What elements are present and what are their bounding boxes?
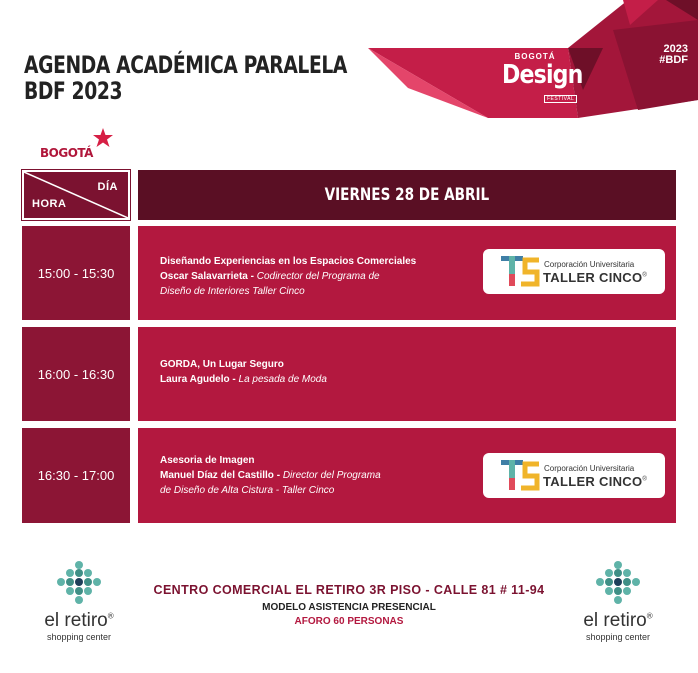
banner-hashtag: #BDF <box>659 54 688 66</box>
event-info <box>160 453 381 498</box>
diagonal-line-icon <box>24 172 128 218</box>
time-label: 15:00 - 15:30 <box>37 265 115 281</box>
event-speaker: Manuel Díaz del Castillo <box>160 470 274 481</box>
banner-design-logo: Design <box>502 60 583 90</box>
retiro-sub: shopping center <box>46 632 112 642</box>
event-separator: - <box>247 271 257 282</box>
retiro-name <box>563 610 673 632</box>
ts-corp-label: Corporación Universitaria <box>544 464 635 473</box>
star-icon <box>92 128 114 148</box>
day-header <box>138 170 676 220</box>
retiro-name <box>24 610 134 632</box>
retiro-reg-mark: ® <box>646 611 653 621</box>
taller-cinco-badge <box>483 249 665 294</box>
event-title: Asesoria de Imagen <box>160 455 255 466</box>
footer-address: CENTRO COMERCIAL EL RETIRO 3R PISO - CALLE 81 # 11-94 <box>153 583 545 597</box>
bogota-city-logo <box>40 128 120 162</box>
event-speaker: Oscar Salavarrieta <box>160 271 248 282</box>
event-role-cont: Diseño de Interiores Taller Cinco <box>160 286 305 297</box>
ts-logo-icon <box>501 256 541 288</box>
banner-festival: FESTIVAL <box>544 95 577 103</box>
event-separator: - <box>273 470 283 481</box>
event-info <box>160 254 416 299</box>
ts-name-text: TALLER CINCO <box>543 474 643 489</box>
retiro-sub: shopping center <box>585 632 651 642</box>
event-cell <box>138 327 676 421</box>
dot-grid-icon <box>42 560 116 612</box>
title-line-2: BDF 2023 <box>24 77 123 105</box>
event-cell <box>138 226 676 320</box>
footer-aforo: AFORO 60 PERSONAS <box>294 616 404 627</box>
retiro-name-text: el retiro <box>44 610 108 631</box>
event-role: Director del Programa <box>282 470 381 481</box>
el-retiro-logo-right <box>563 560 673 650</box>
event-separator: - <box>229 374 239 385</box>
taller-cinco-badge <box>483 453 665 498</box>
event-role: La pesada de Moda <box>238 374 327 385</box>
corner-hour-label: HORA <box>32 198 67 210</box>
time-label: 16:00 - 16:30 <box>37 366 115 382</box>
page-title <box>24 52 347 104</box>
ts-corp-label: Corporación Universitaria <box>544 260 635 269</box>
ts-name-label <box>543 270 647 285</box>
event-cell <box>138 428 676 523</box>
ts-reg-mark: ® <box>642 272 648 279</box>
ts-name-label <box>543 474 647 489</box>
retiro-name-text: el retiro <box>583 610 647 631</box>
ts-name-text: TALLER CINCO <box>543 270 643 285</box>
event-role-cont: de Diseño de Alta Cistura - Taller Cinco <box>160 485 335 496</box>
day-header-label: VIERNES 28 DE ABRIL <box>324 185 490 205</box>
table-corner-cell <box>22 170 130 220</box>
event-role: Codirector del Programa de <box>256 271 380 282</box>
event-title: GORDA, Un Lugar Seguro <box>160 359 284 370</box>
bdf-banner <box>368 0 698 128</box>
time-cell <box>22 226 130 320</box>
corner-day-label: DÍA <box>97 181 118 193</box>
bogota-city-text: BOGOTÁ <box>40 146 93 160</box>
event-title: Diseñando Experiencias en los Espacios Comerciales <box>160 256 417 267</box>
dot-grid-icon <box>581 560 655 612</box>
retiro-reg-mark: ® <box>107 611 114 621</box>
time-cell <box>22 327 130 421</box>
ts-reg-mark: ® <box>642 476 648 483</box>
time-cell <box>22 428 130 523</box>
footer-info <box>140 583 558 627</box>
banner-year: 2023 <box>663 43 688 55</box>
ts-logo-icon <box>501 460 541 492</box>
event-info <box>160 357 327 387</box>
time-label: 16:30 - 17:00 <box>37 468 115 483</box>
el-retiro-logo-left <box>24 560 134 650</box>
title-line-1: AGENDA ACADÉMICA PARALELA <box>24 51 348 79</box>
event-speaker: Laura Agudelo <box>160 374 230 385</box>
banner-bogota: BOGOTÁ <box>514 52 556 61</box>
footer-mode: MODELO ASISTENCIA PRESENCIAL <box>262 602 436 613</box>
